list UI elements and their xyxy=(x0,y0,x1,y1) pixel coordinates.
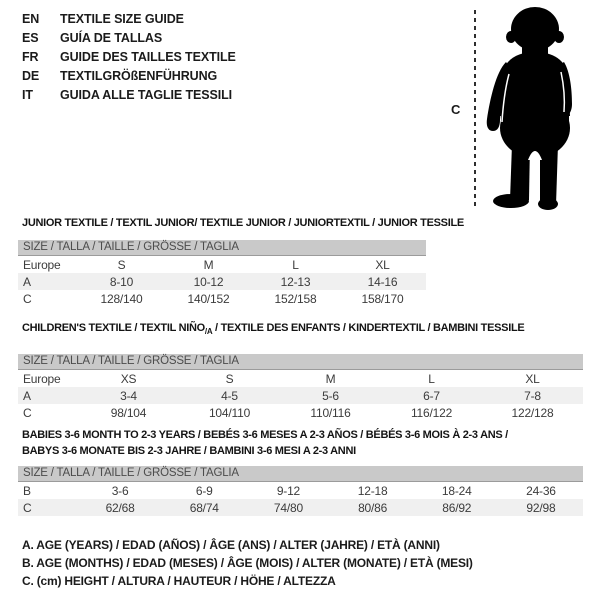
size-cell: XL xyxy=(375,257,390,272)
row-label: Europe xyxy=(23,257,61,272)
height-measure-dashed-line xyxy=(474,10,476,206)
height-cell: 122/128 xyxy=(511,405,554,420)
height-cell: 92/98 xyxy=(526,500,556,515)
age-cell: 9-12 xyxy=(276,483,301,498)
height-cell: 74/80 xyxy=(273,500,303,515)
age-cell: 6-9 xyxy=(195,483,213,498)
children-size-table xyxy=(18,354,583,421)
junior-table-title: JUNIOR TEXTILE / TEXTIL JUNIOR/ TEXTILE JUNIOR / JUNIORTEXTIL / JUNIOR TESSILE xyxy=(22,217,464,229)
size-header-bar: SIZE / TALLA / TAILLE / GRÖSSE / TAGLIA xyxy=(18,466,583,482)
row-label: A xyxy=(23,388,31,403)
language-label: GUIDE DES TAILLES TEXTILE xyxy=(60,50,236,64)
language-label: GUÍA DE TALLAS xyxy=(60,31,163,45)
junior-size-table xyxy=(18,240,426,307)
language-row-fr xyxy=(22,48,236,67)
size-header-bar: SIZE / TALLA / TAILLE / GRÖSSE / TAGLIA xyxy=(18,240,426,256)
baby-silhouette xyxy=(482,4,594,214)
size-cell: L xyxy=(292,257,299,272)
language-label: TEXTILE SIZE GUIDE xyxy=(60,12,184,26)
babies-size-table xyxy=(18,466,583,516)
footnotes xyxy=(22,536,473,590)
title-subscript: /A xyxy=(204,327,213,337)
language-row-it xyxy=(22,86,236,105)
title-part: CHILDREN'S TEXTILE / TEXTIL NIÑO xyxy=(22,322,205,334)
row-label: B xyxy=(23,483,31,498)
height-cell: 104/110 xyxy=(208,405,251,420)
language-row-de xyxy=(22,67,236,86)
height-cell: 158/170 xyxy=(361,291,404,306)
age-cell: 4-5 xyxy=(221,388,238,403)
language-list xyxy=(22,10,236,105)
section-children xyxy=(18,322,583,421)
footnote-age-months: B. AGE (MONTHS) / EDAD (MESES) / ÂGE (MOIS) / ALTER (MONATE) / ETÀ (MESI) xyxy=(22,556,473,570)
row-label: A xyxy=(23,274,31,289)
footnote-age-years: A. AGE (YEARS) / EDAD (AÑOS) / ÂGE (ANS) / ALTER (JAHRE) / ETÀ (ANNI) xyxy=(22,538,440,552)
title-line-1: BABIES 3-6 MONTH TO 2-3 YEARS / BEBÉS 3-6 MESES A 2-3 AÑOS / BÉBÉS 3-6 MOIS À 2-3 ANS / xyxy=(22,429,508,441)
age-cell: 8-10 xyxy=(109,274,134,289)
row-label: C xyxy=(23,500,32,515)
height-cell: 98/104 xyxy=(110,405,147,420)
age-cell: 6-7 xyxy=(423,388,440,403)
height-cell: 128/140 xyxy=(100,291,143,306)
children-table-title xyxy=(18,322,583,338)
age-cell: 10-12 xyxy=(193,274,224,289)
size-cell: XS xyxy=(120,371,137,386)
height-cell: 86/92 xyxy=(442,500,472,515)
babies-table-title xyxy=(18,427,583,459)
height-cell: 140/152 xyxy=(187,291,230,306)
age-cell: 5-6 xyxy=(322,388,339,403)
table-row-age xyxy=(18,273,426,290)
language-row-en xyxy=(22,10,236,29)
table-row-europe xyxy=(18,370,583,387)
table-row-age xyxy=(18,482,583,499)
size-cell: M xyxy=(325,371,336,386)
height-cell: 116/122 xyxy=(410,405,453,420)
size-cell: S xyxy=(225,371,234,386)
age-cell: 7-8 xyxy=(524,388,541,403)
table-row-height xyxy=(18,290,426,307)
size-header-bar: SIZE / TALLA / TAILLE / GRÖSSE / TAGLIA xyxy=(18,354,583,370)
table-row-height xyxy=(18,404,583,421)
height-cell: 68/74 xyxy=(189,500,219,515)
height-cell: 62/68 xyxy=(105,500,135,515)
age-cell: 3-4 xyxy=(120,388,137,403)
language-label: GUIDA ALLE TAGLIE TESSILI xyxy=(60,88,233,102)
footnote-height-cm: C. (cm) HEIGHT / ALTURA / HAUTEUR / HÖHE / ALTEZZA xyxy=(22,574,336,588)
table-row-height xyxy=(18,499,583,516)
language-label: TEXTILGRÖßENFÜHRUNG xyxy=(60,69,218,83)
age-cell: 14-16 xyxy=(367,274,398,289)
title-line-2: BABYS 3-6 MONATE BIS 2-3 JAHRE / BAMBINI 3-6 MESI A 2-3 ANNI xyxy=(22,445,356,457)
language-code: ES xyxy=(22,31,39,45)
title-part: / TEXTILE DES ENFANTS / KINDERTEXTIL / BAMBINI TESSILE xyxy=(212,322,525,334)
height-cell: 152/158 xyxy=(274,291,317,306)
age-cell: 12-18 xyxy=(357,483,388,498)
row-label: Europe xyxy=(23,371,61,386)
row-label: C xyxy=(23,405,32,420)
age-cell: 3-6 xyxy=(111,483,129,498)
section-babies xyxy=(18,427,583,516)
section-junior xyxy=(18,217,464,307)
table-row-age xyxy=(18,387,583,404)
size-cell: M xyxy=(203,257,214,272)
age-cell: 12-13 xyxy=(280,274,311,289)
table-row-europe xyxy=(18,256,426,273)
height-measure-label: C xyxy=(451,102,461,117)
language-code: DE xyxy=(22,69,40,83)
row-label: C xyxy=(23,291,32,306)
size-cell: L xyxy=(428,371,435,386)
height-cell: 80/86 xyxy=(358,500,388,515)
age-cell: 24-36 xyxy=(526,483,556,498)
language-code: FR xyxy=(22,50,39,64)
height-cell: 110/116 xyxy=(310,405,351,420)
language-row-es xyxy=(22,29,236,48)
size-cell: S xyxy=(117,257,126,272)
language-code: EN xyxy=(22,12,40,26)
size-cell: XL xyxy=(525,371,540,386)
age-cell: 18-24 xyxy=(441,483,472,498)
language-code: IT xyxy=(22,88,33,102)
